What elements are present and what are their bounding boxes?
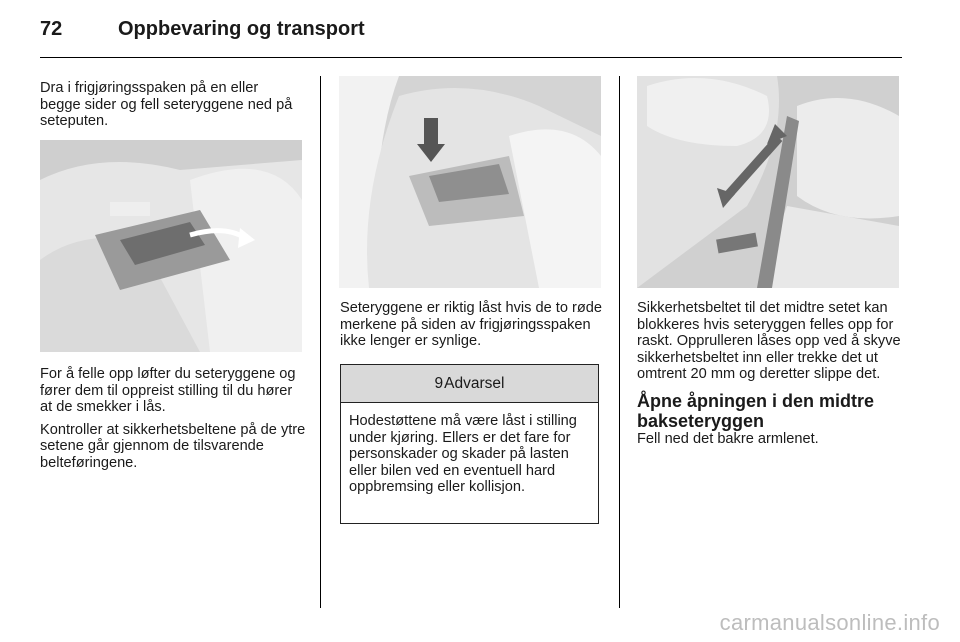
section-heading: Åpne åpningen i den midtre bakseteryggen bbox=[637, 390, 875, 431]
col1-paragraph-2: For å felle opp løfter du seteryggene og fører dem til oppreist stilling til du hører at de smekker i lås. bbox=[40, 366, 296, 416]
col2-paragraph-1: Seteryggene er riktig låst hvis de to røde merkene på siden av frigjøringsspaken ikke lenger er synlige. bbox=[340, 300, 603, 350]
column-3-body bbox=[637, 300, 901, 454]
col3-paragraph-2: Fell ned det bakre armlenet. bbox=[637, 430, 819, 447]
warning-triangle-icon: 9 bbox=[434, 374, 444, 392]
column-divider-2 bbox=[619, 76, 620, 608]
warning-text: Hodestøttene må være låst i stilling under kjøring. Ellers er det fare for personskader og skader på lasten eller bilen ved en eventuell hard oppbremsing eller kollisjon. bbox=[349, 413, 577, 496]
column-2-body bbox=[340, 300, 605, 356]
warning-header bbox=[341, 365, 598, 403]
column-1-intro bbox=[40, 80, 302, 136]
figure-center-belt bbox=[637, 76, 899, 288]
col1-paragraph-3: Kontroller at sikkerhetsbeltene på de ytre setene går gjennom de tilsvarende belteføringene. bbox=[40, 421, 306, 471]
page-title: Oppbevaring og transport bbox=[118, 18, 365, 40]
col3-paragraph-1: Sikkerhetsbeltet til det midtre setet kan blokkeres hvis seteryggen felles opp for raskt. Opprulleren låses opp ved å skyve sikkerhetsbeltet inn eller trekke det ut omtrent 20 mm og deretter slippe det. bbox=[637, 300, 901, 383]
col1-paragraph-1: Dra i frigjøringsspaken på en eller begge sider og fell seteryggene ned på seteputen. bbox=[40, 80, 293, 130]
watermark: carmanualsonline.info bbox=[719, 610, 940, 635]
warning-box bbox=[340, 364, 599, 524]
figure-release-lever bbox=[40, 140, 302, 352]
column-1-body bbox=[40, 366, 306, 478]
warning-title: Advarsel bbox=[444, 374, 505, 392]
column-divider-1 bbox=[320, 76, 321, 608]
header-rule bbox=[40, 57, 902, 58]
page-number: 72 bbox=[40, 18, 63, 40]
figure-lock-markers bbox=[339, 76, 601, 288]
